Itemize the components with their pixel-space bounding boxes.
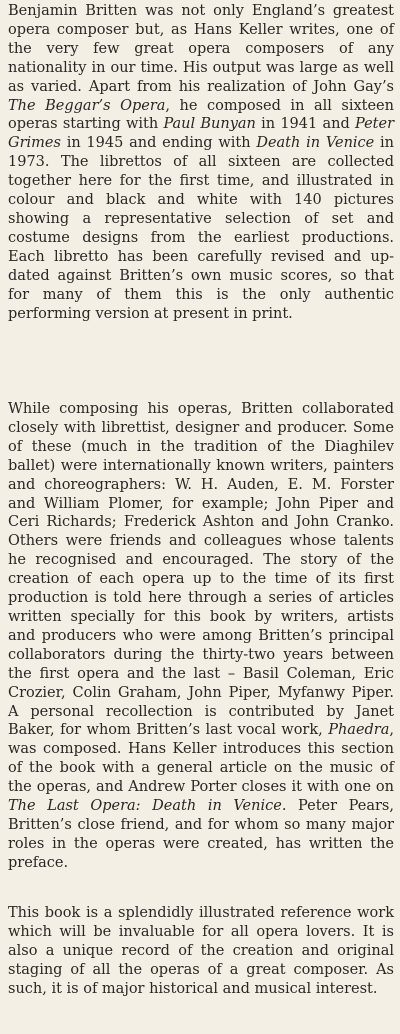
paragraph-1 [8, 2, 394, 323]
text-segment: While composing his operas, Britten collaborated closely with librettist, designer and producer. Some of these (much in the tradition of the Diaghilev ballet) were internationally known writers, painters and choreographers: W. H. Auden, E. M. Forster and William Plomer, for example; John Piper and Ceri Richards; Frederick Ashton and John Cranko. Others were friends and colleagues whose talents he recognised and encouraged. The story of the creation of each opera up to the time of its first production is told here through a series of articles written specially for this book by writers, artists and producers who were among Britten’s principal collaborators during the thirty-two years between the first opera and the last – Basil Coleman, Eric Crozier, Colin Graham, John Piper, Myfanwy Piper. A personal recollection is contributed by Janet Baker, for whom Britten’s last vocal work, [8, 401, 394, 739]
text-segment: in 1973. The librettos of all sixteen are collected together here for the first time, and illustrated in colour and black and white with 140 pictures showing a representative selection of set and costume designs from the earliest productions. Each libretto has been carefully revised and up-dated against Britten’s own music scores, so that for many of them this is the only authentic performing version at present in print. [8, 135, 394, 322]
text-segment: This book is a splendidly illustrated reference work which will be invaluable for all opera lovers. It is also a unique record of the creation and original staging of all the operas of a great composer. As such, it is of major historical and musical interest. [8, 905, 394, 997]
paragraph-2 [8, 400, 394, 873]
text-segment: , was composed. Hans Keller introduces this section of the book with a general article on the music of the operas, and Andrew Porter closes it with one on [8, 722, 394, 796]
title-phaedra: Phaedra [328, 722, 390, 739]
text-segment: Benjamin Britten was not only England’s greatest opera composer but, as Hans Keller writes, one of the very few great opera composers of any nationality in our time. His output was large as well as varied. Apart from his realization of John Gay’s [8, 3, 394, 95]
text-segment: in 1941 and [255, 116, 355, 133]
text-segment: , he composed in all sixteen operas starting with [8, 97, 394, 133]
text-segment: in 1945 and ending with [60, 135, 257, 152]
title-death-in-venice: Death in Venice [256, 135, 375, 152]
title-beggars-opera: The Beggar’s Opera [8, 97, 166, 114]
title-peter-grimes: Peter Grimes [8, 116, 394, 152]
paragraph-3 [8, 904, 394, 999]
title-last-opera: The Last Opera: Death in Venice [8, 798, 282, 815]
title-paul-bunyan: Paul Bunyan [163, 116, 256, 133]
text-segment: . Peter Pears, Britten’s close friend, and for whom so many major roles in the operas were created, has written the preface. [8, 798, 394, 871]
